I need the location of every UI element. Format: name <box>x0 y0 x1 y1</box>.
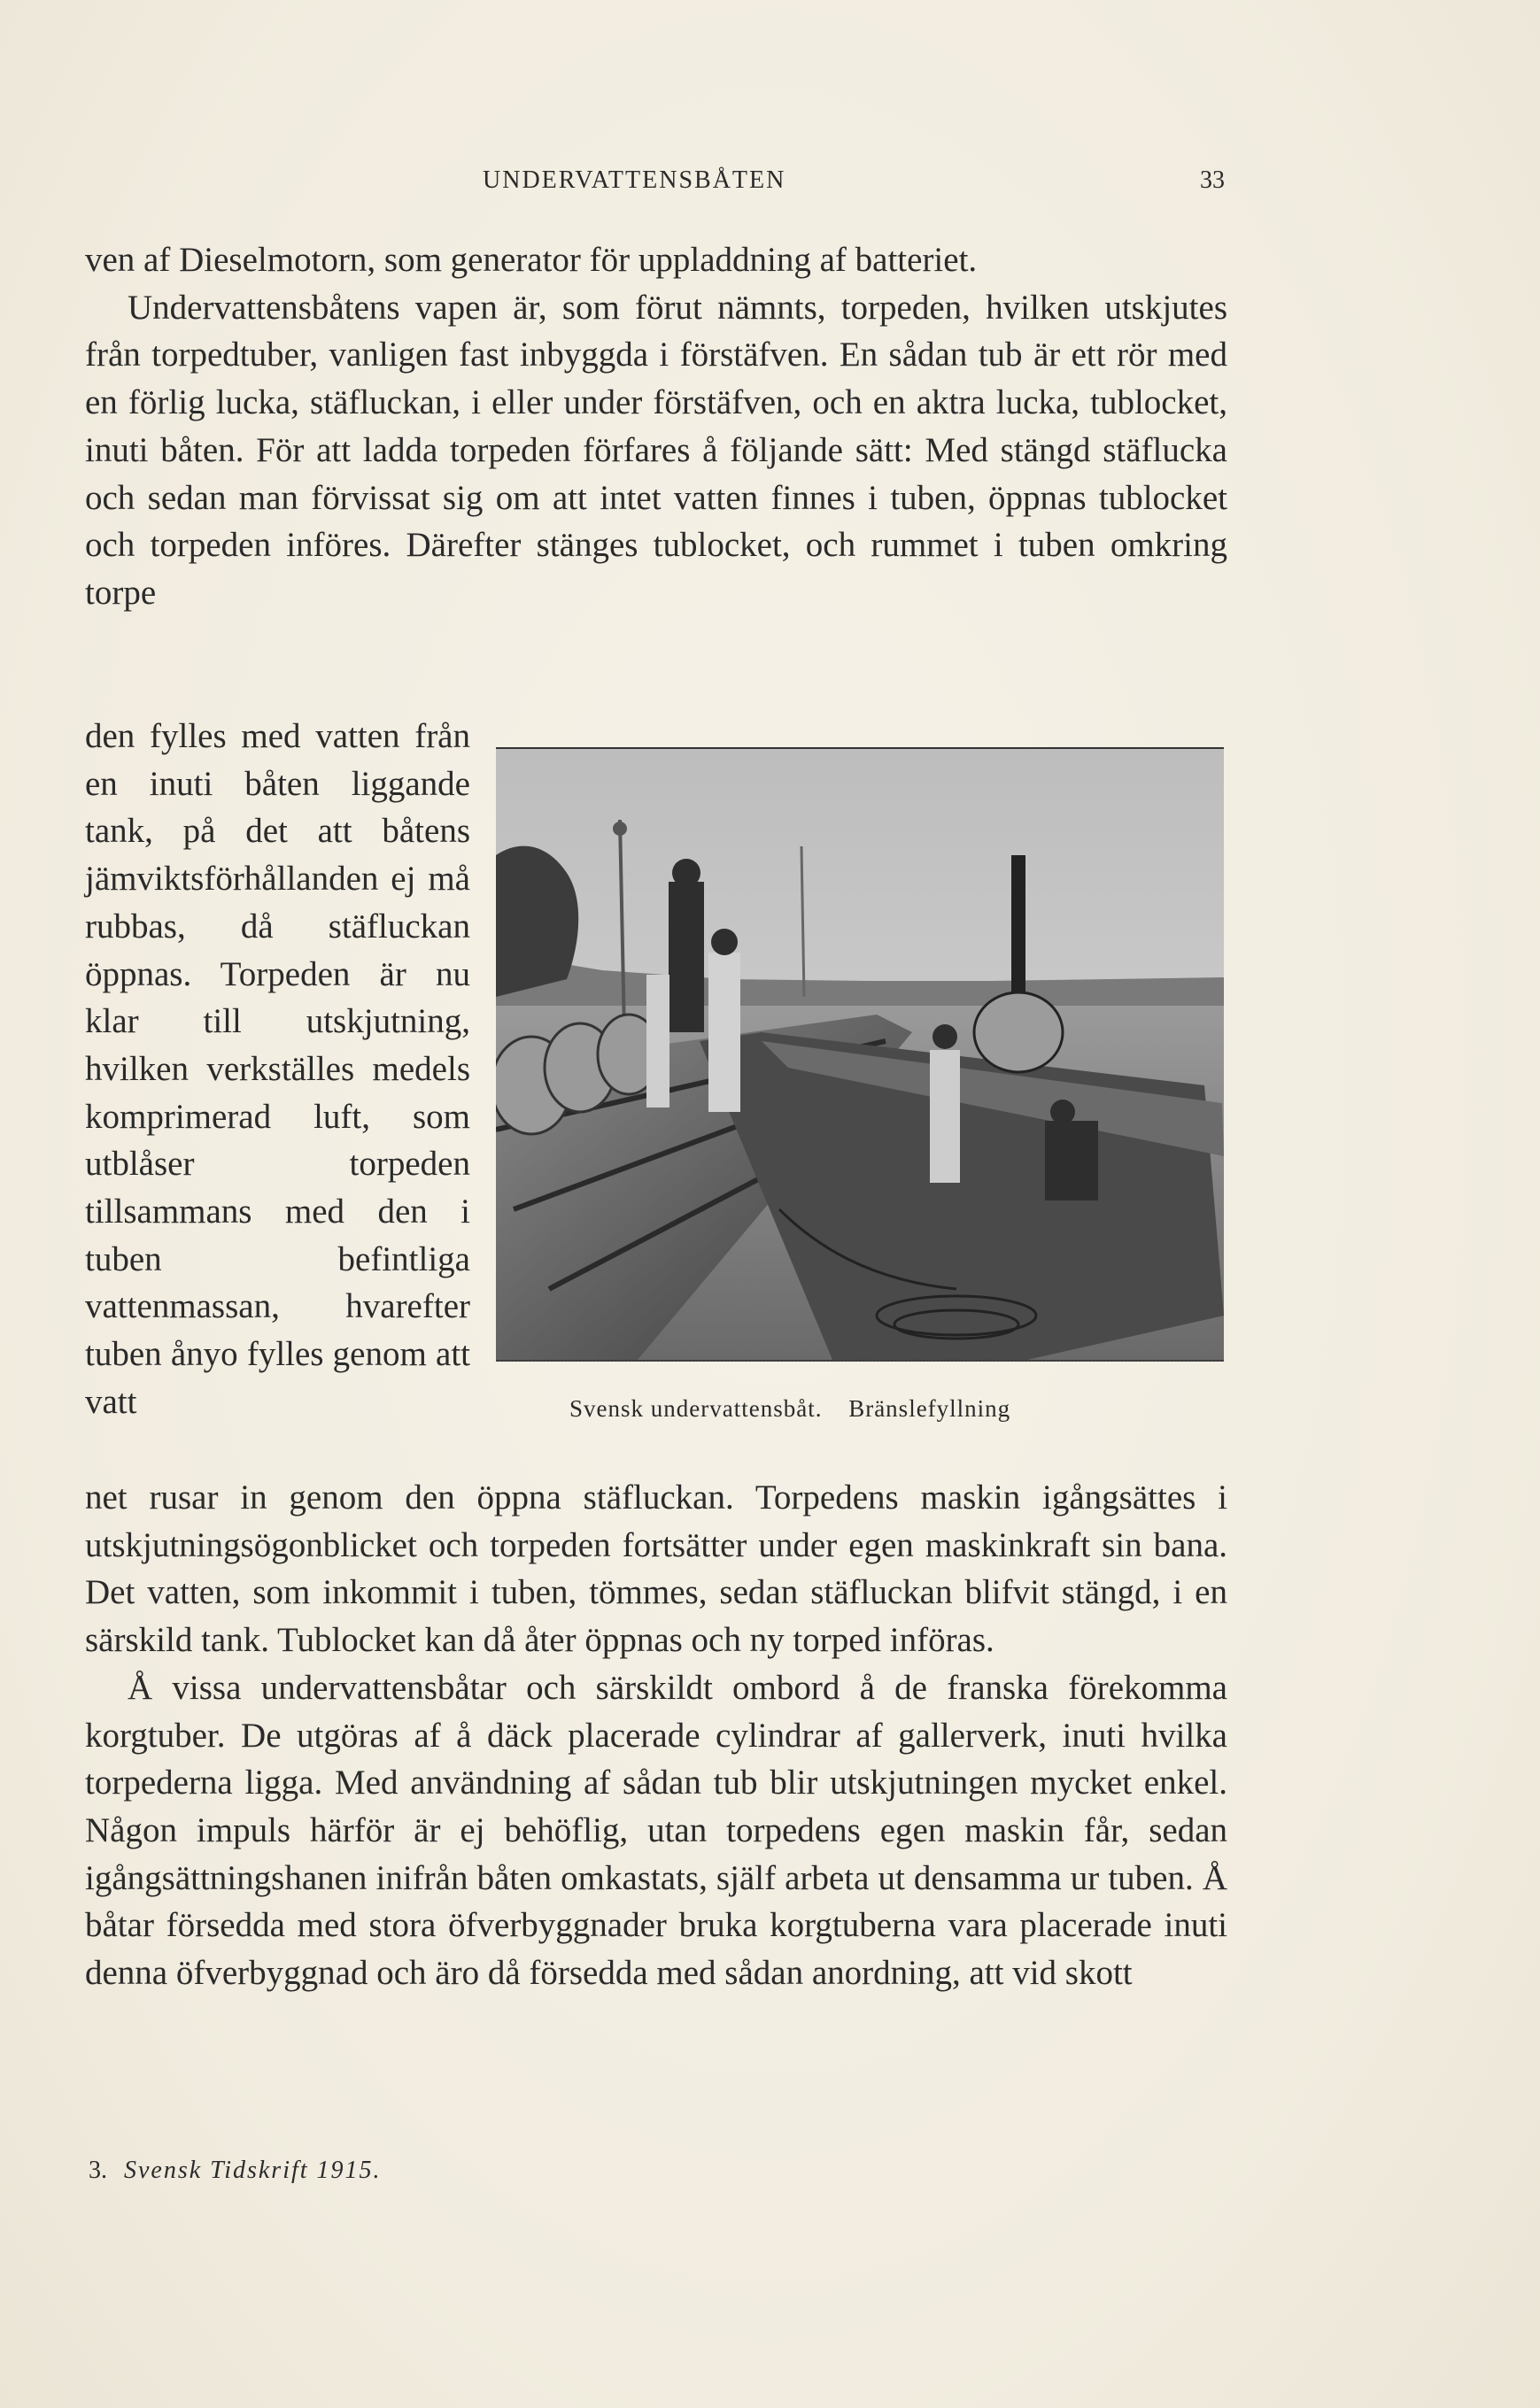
signature-footer <box>89 2157 382 2185</box>
paragraph: net rusar in genom den öppna stäfluckan. Torpedens maskin igångsättes i utskjutningsögonblicket och torpeden fortsätter under egen maskinkraft sin bana. Det vatten, som inkommit i tuben, tömmes, sedan stäfluckan blifvit stängd, i en särskild tank. Tublocket kan då åter öppnas och ny torped införas. <box>85 1478 1227 1660</box>
signature-mark: 3. <box>89 2157 107 2184</box>
running-title: UNDERVATTENSBÅTEN <box>483 166 786 194</box>
paragraph: ven af Dieselmotorn, som generator för uppladdning af batteriet. <box>85 241 978 279</box>
body-text-wrap <box>85 713 470 1426</box>
photo-image <box>496 749 1224 1360</box>
caption-part2: Bränslefyllning <box>848 1395 1011 1422</box>
paragraph: Undervattensbåtens vapen är, som förut nämnts, torpeden, hvilken utskjutes från torpedtuber, vanligen fast inbyggda i förstäfven. En sådan tub är ett rör med en förlig lucka, stäfluckan, i eller under förstäfven, och en aktra lucka, tublocket, inuti båten. För att ladda torpeden förfares å följande sätt: Med stängd stäflucka och sedan man förvissat sig om att intet vatten finnes i tuben, öppnas tublocket och torpeden införes. Därefter stänges tublocket, och rummet i tuben omkring torpe <box>85 288 1227 612</box>
journal-name: Svensk Tidskrift 1915. <box>124 2157 382 2184</box>
body-text-top <box>85 236 1227 617</box>
photograph-submarine-refuelling <box>496 747 1224 1362</box>
body-text-bottom <box>85 1474 1227 1997</box>
figure-caption <box>569 1395 1189 1423</box>
paragraph: Å vissa undervattensbåtar och särskildt ombord å de franska förekomma korgtuber. De utgöras af å däck placerade cylindrar af gallerverk, inuti hvilka torpederna ligga. Med användning af sådan tub blir utskjutningen mycket enkel. Någon impuls härför är ej behöflig, utan torpedens egen maskin får, sedan igångsättningshanen inifrån båten omkastats, själf arbeta ut densamma ur tuben. Å båtar försedda med stora öfverbyggnader bruka korgtuberna vara placerade inuti denna öfverbyggnad och äro då försedda med sådan anordning, att vid skott <box>85 1668 1227 1993</box>
running-header <box>483 166 1225 202</box>
caption-part1: Svensk undervattensbåt. <box>569 1395 823 1422</box>
paragraph: den fylles med vatten från en inuti båten liggande tank, på det att båtens jämviktsförhållanden ej må rubbas, då stäfluckan öppnas. Torpeden är nu klar till utskjutning, hvilken verkställes medels komprimerad luft, som utblåser torpeden tillsammans med den i tuben befintliga vattenmassan, hvarefter tuben ånyo fylles genom att vatt <box>85 717 470 1421</box>
page-number: 33 <box>1200 166 1225 194</box>
